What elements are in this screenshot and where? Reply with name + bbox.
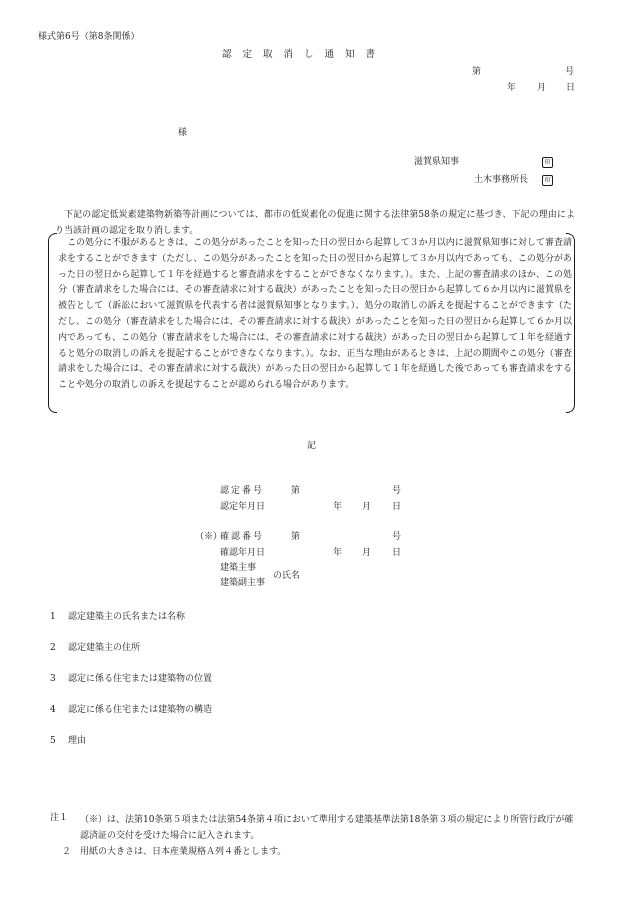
seal-stamp	[542, 157, 553, 168]
seal-stamp	[542, 175, 553, 186]
appeal-notice: この処分に不服があるときは、この処分があったことを知った日の翌日から起算して３か月以内に滋賀県知事に対して審査請求をすることができます（ただし、この処分があったことを知った日の翌日から起算して３か月以内であっても、この処分があった日の翌日から起算して１年を経過すると審査請求をすることができなくなります。）。また、上記の審査請求のほか、この処分（審査請求をした場合には、その審査請求に対する裁決）があったことを知った日の翌日から起算して６か月以内に滋賀県を被告として（訴訟において滋賀県を代表する者は滋賀県知事となります。）、処分の取消しの訴えを提起することができます（ただし、この処分（審査請求をした場合には、その審査請求に対する裁決）があったことを知った日の翌日から起算して６か月以内であっても、この処分（審査請求をした場合には、その審査請求に対する裁決）があった日の翌日から起算して１年を経過すると処分の取消しの訴えを提起することができなくなります。）。なお、正当な理由があるときは、上記の期間やこの処分（審査請求をした場合には、その審査請求に対する裁決）があった日の翌日から起算して１年を経過した後であっても審査請求をすることや処分の取消しの訴えを提起することが認められる場合があります。	[58, 238, 572, 391]
intro-paragraph: 下記の認定低炭素建築物新築等計画については、都市の低炭素化の促進に関する法律第58条の規定に基づき、下記の理由により当該計画の認定を取り消します。	[55, 210, 575, 236]
cert-number-dai: 第	[291, 486, 301, 496]
confirm-number-label: 確認番号	[220, 532, 265, 542]
confirm-date-month: 月	[362, 548, 372, 558]
list-item	[50, 705, 212, 716]
ki-heading: 記	[307, 441, 317, 451]
cert-number-go: 号	[392, 486, 402, 496]
confirm-number-dai: 第	[291, 532, 301, 542]
note-2: 用紙の大きさは、日本産業規格Ａ列４番とします。	[80, 847, 287, 857]
item-number: 2	[50, 643, 56, 653]
cert-date-year: 年	[333, 502, 343, 512]
deputy-building-official-label: 建築副主事	[220, 578, 266, 588]
cert-date-label: 認定年月日	[220, 502, 266, 512]
date-month: 月	[537, 83, 547, 93]
list-item	[50, 612, 185, 623]
note-1: （※）は、法第10条第５項または法第54条第４項において準用する建築基準法第18条第３項の規定により所管行政庁が確認済証の交付を受けた場合に記入されます。	[80, 815, 574, 841]
item-label: 理由	[68, 736, 87, 746]
cert-date-day: 日	[392, 502, 402, 512]
notes-heading: 注１	[50, 813, 69, 823]
issuer-governor: 滋賀県知事	[414, 157, 460, 167]
cert-date-month: 月	[362, 502, 372, 512]
date-year: 年	[507, 83, 517, 93]
item-label: 認定に係る住宅または建築物の構造	[68, 705, 213, 715]
item-number: 1	[50, 612, 56, 622]
asterisk-mark: （※）	[195, 532, 223, 542]
issuer-office-director: 土木事務所長	[474, 175, 529, 185]
list-item	[50, 736, 86, 747]
confirm-date-label: 確認年月日	[220, 548, 266, 558]
item-label: 認定建築主の住所	[68, 643, 141, 653]
seal-icon: 印	[542, 157, 553, 168]
cert-number-label: 認定番号	[220, 486, 265, 496]
date-day: 日	[566, 83, 576, 93]
name-suffix: の氏名	[273, 571, 301, 581]
confirm-date-day: 日	[392, 548, 402, 558]
item-label: 認定建築主の氏名または名称	[68, 612, 186, 622]
item-number: 3	[50, 674, 56, 684]
document-title: 認定取消し通知書	[222, 49, 387, 60]
item-number: 5	[50, 736, 56, 746]
seal-icon: 印	[542, 175, 553, 186]
item-label: 認定に係る住宅または建築物の位置	[68, 674, 213, 684]
form-label: 様式第6号（第8条関係）	[38, 32, 140, 42]
item-number: 4	[50, 705, 56, 715]
list-item	[50, 674, 212, 685]
building-official-label: 建築主事	[220, 563, 257, 573]
list-item	[50, 643, 140, 654]
note-2-number: ２	[62, 847, 72, 857]
addressee-suffix: 様	[178, 128, 188, 138]
confirm-date-year: 年	[333, 548, 343, 558]
confirm-number-go: 号	[392, 532, 402, 542]
number-suffix: 号	[565, 67, 575, 77]
number-prefix: 第	[472, 67, 482, 77]
